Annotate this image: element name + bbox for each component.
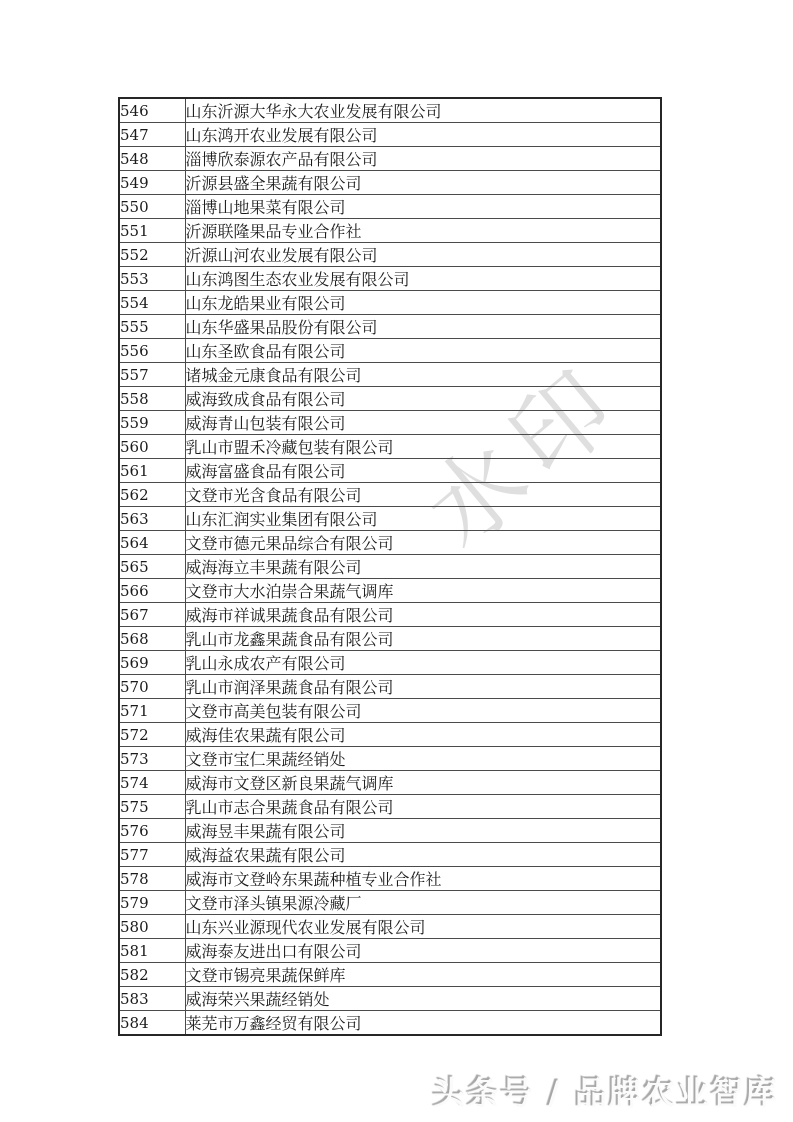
- company-name-cell: 沂源县盛全果蔬有限公司: [185, 171, 661, 195]
- row-number-cell: 570: [119, 675, 185, 699]
- row-number-cell: 577: [119, 843, 185, 867]
- company-name-cell: 乳山市润泽果蔬食品有限公司: [185, 675, 661, 699]
- company-name-cell: 乳山市志合果蔬食品有限公司: [185, 795, 661, 819]
- table-row: [119, 315, 661, 339]
- company-name-cell: 淄博山地果菜有限公司: [185, 195, 661, 219]
- table-row: [119, 171, 661, 195]
- table-row: [119, 843, 661, 867]
- row-number-cell: 572: [119, 723, 185, 747]
- footer-credit: 头条号 / 品牌农业智库: [433, 1074, 779, 1112]
- table-row: [119, 915, 661, 939]
- table-row: [119, 195, 661, 219]
- company-name-cell: 文登市高美包装有限公司: [185, 699, 661, 723]
- row-number-cell: 547: [119, 123, 185, 147]
- row-number-cell: 565: [119, 555, 185, 579]
- row-number-cell: 561: [119, 459, 185, 483]
- company-name-cell: 威海富盛食品有限公司: [185, 459, 661, 483]
- row-number-cell: 574: [119, 771, 185, 795]
- company-name-cell: 威海市文登区新良果蔬气调库: [185, 771, 661, 795]
- company-name-cell: 文登市光含食品有限公司: [185, 483, 661, 507]
- table-row: [119, 267, 661, 291]
- row-number-cell: 550: [119, 195, 185, 219]
- company-name-cell: 山东龙皓果业有限公司: [185, 291, 661, 315]
- row-number-cell: 552: [119, 243, 185, 267]
- company-name-cell: 山东兴业源现代农业发展有限公司: [185, 915, 661, 939]
- table-row: [119, 339, 661, 363]
- company-name-cell: 山东汇润实业集团有限公司: [185, 507, 661, 531]
- table-row: [119, 939, 661, 963]
- table-row: [119, 795, 661, 819]
- table-row: [119, 411, 661, 435]
- table-row: [119, 363, 661, 387]
- row-number-cell: 579: [119, 891, 185, 915]
- table-row: [119, 459, 661, 483]
- row-number-cell: 560: [119, 435, 185, 459]
- row-number-cell: 559: [119, 411, 185, 435]
- table-row: [119, 579, 661, 603]
- company-name-cell: 乳山永成农产有限公司: [185, 651, 661, 675]
- company-name-cell: 莱芜市万鑫经贸有限公司: [185, 1011, 661, 1036]
- table-row: [119, 699, 661, 723]
- table-row: [119, 867, 661, 891]
- table-row: [119, 219, 661, 243]
- row-number-cell: 580: [119, 915, 185, 939]
- table-row: [119, 147, 661, 171]
- company-name-cell: 淄博欣泰源农产品有限公司: [185, 147, 661, 171]
- table-row: [119, 603, 661, 627]
- company-name-cell: 威海佳农果蔬有限公司: [185, 723, 661, 747]
- row-number-cell: 584: [119, 1011, 185, 1036]
- company-name-cell: 文登市宝仁果蔬经销处: [185, 747, 661, 771]
- table-row: [119, 651, 661, 675]
- table-row: [119, 675, 661, 699]
- table-row: [119, 387, 661, 411]
- companies-table: [118, 97, 662, 1036]
- company-name-cell: 山东华盛果品股份有限公司: [185, 315, 661, 339]
- company-name-cell: 乳山市龙鑫果蔬食品有限公司: [185, 627, 661, 651]
- company-name-cell: 山东沂源大华永大农业发展有限公司: [185, 98, 661, 123]
- table-row: [119, 771, 661, 795]
- table-row: [119, 555, 661, 579]
- table-row: [119, 987, 661, 1011]
- company-name-cell: 威海青山包装有限公司: [185, 411, 661, 435]
- company-name-cell: 威海泰友进出口有限公司: [185, 939, 661, 963]
- company-name-cell: 威海致成食品有限公司: [185, 387, 661, 411]
- table-row: [119, 963, 661, 987]
- row-number-cell: 549: [119, 171, 185, 195]
- company-name-cell: 威海市文登岭东果蔬种植专业合作社: [185, 867, 661, 891]
- table-row: [119, 723, 661, 747]
- row-number-cell: 568: [119, 627, 185, 651]
- row-number-cell: 578: [119, 867, 185, 891]
- company-name-cell: 文登市泽头镇果源冷藏厂: [185, 891, 661, 915]
- table-row: [119, 531, 661, 555]
- table-row: [119, 891, 661, 915]
- company-name-cell: 威海海立丰果蔬有限公司: [185, 555, 661, 579]
- table-row: [119, 627, 661, 651]
- table-row: [119, 507, 661, 531]
- company-name-cell: 文登市大水泊崇合果蔬气调库: [185, 579, 661, 603]
- row-number-cell: 556: [119, 339, 185, 363]
- company-name-cell: 乳山市盟禾冷藏包装有限公司: [185, 435, 661, 459]
- company-name-cell: 威海昱丰果蔬有限公司: [185, 819, 661, 843]
- row-number-cell: 546: [119, 98, 185, 123]
- company-name-cell: 沂源山河农业发展有限公司: [185, 243, 661, 267]
- row-number-cell: 548: [119, 147, 185, 171]
- row-number-cell: 581: [119, 939, 185, 963]
- row-number-cell: 558: [119, 387, 185, 411]
- companies-table-body: [119, 98, 661, 1035]
- row-number-cell: 575: [119, 795, 185, 819]
- company-name-cell: 山东圣欧食品有限公司: [185, 339, 661, 363]
- company-name-cell: 诸城金元康食品有限公司: [185, 363, 661, 387]
- company-name-cell: 威海荣兴果蔬经销处: [185, 987, 661, 1011]
- company-name-cell: 山东鸿开农业发展有限公司: [185, 123, 661, 147]
- company-name-cell: 威海益农果蔬有限公司: [185, 843, 661, 867]
- company-name-cell: 威海市祥诚果蔬食品有限公司: [185, 603, 661, 627]
- row-number-cell: 553: [119, 267, 185, 291]
- row-number-cell: 557: [119, 363, 185, 387]
- row-number-cell: 567: [119, 603, 185, 627]
- row-number-cell: 564: [119, 531, 185, 555]
- row-number-cell: 554: [119, 291, 185, 315]
- row-number-cell: 571: [119, 699, 185, 723]
- table-row: [119, 98, 661, 123]
- table-row: [119, 291, 661, 315]
- table-row: [119, 747, 661, 771]
- company-name-cell: 文登市德元果品综合有限公司: [185, 531, 661, 555]
- table-row: [119, 435, 661, 459]
- table-row: [119, 123, 661, 147]
- row-number-cell: 582: [119, 963, 185, 987]
- row-number-cell: 583: [119, 987, 185, 1011]
- watermark-text: 水印: [404, 341, 646, 570]
- company-name-cell: 沂源联隆果品专业合作社: [185, 219, 661, 243]
- row-number-cell: 563: [119, 507, 185, 531]
- row-number-cell: 555: [119, 315, 185, 339]
- row-number-cell: 576: [119, 819, 185, 843]
- table-row: [119, 483, 661, 507]
- table-row: [119, 1011, 661, 1036]
- table-row: [119, 819, 661, 843]
- row-number-cell: 573: [119, 747, 185, 771]
- table-row: [119, 243, 661, 267]
- row-number-cell: 566: [119, 579, 185, 603]
- row-number-cell: 562: [119, 483, 185, 507]
- company-name-cell: 山东鸿图生态农业发展有限公司: [185, 267, 661, 291]
- company-name-cell: 文登市锡亮果蔬保鲜库: [185, 963, 661, 987]
- row-number-cell: 569: [119, 651, 185, 675]
- row-number-cell: 551: [119, 219, 185, 243]
